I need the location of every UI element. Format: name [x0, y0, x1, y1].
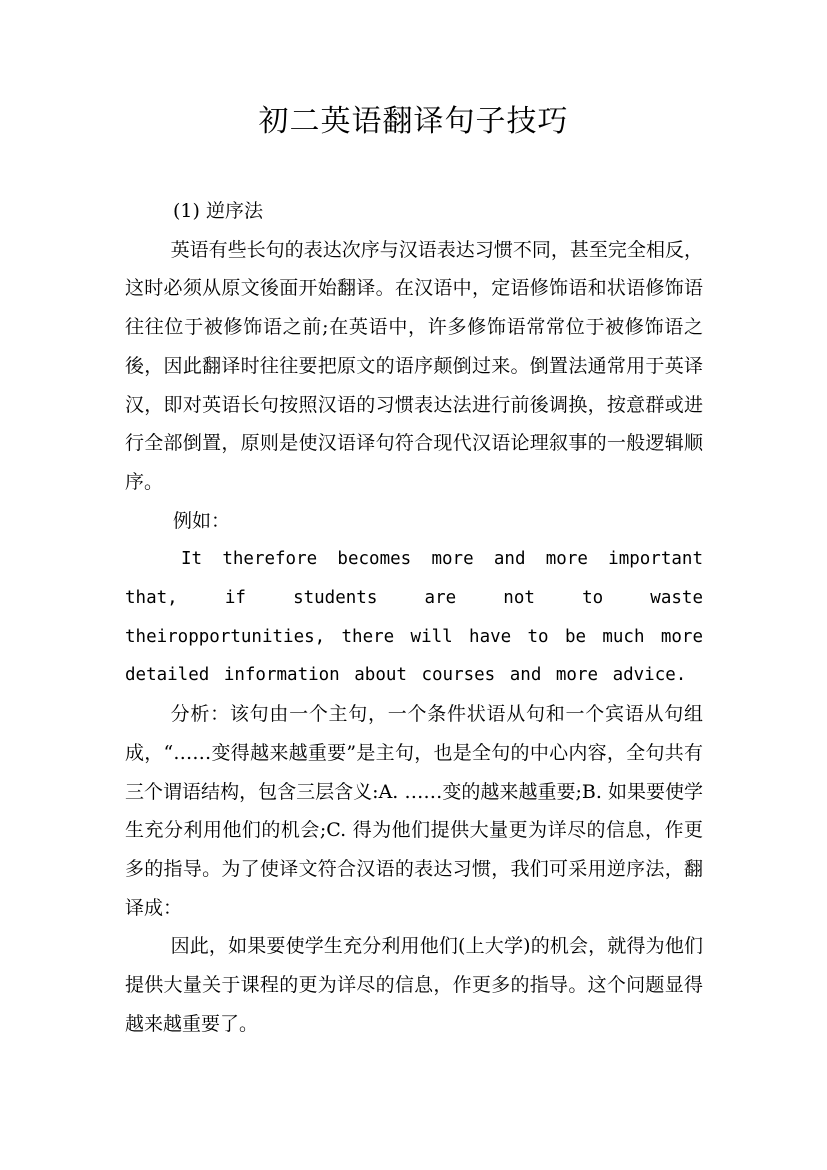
document-body: [125, 192, 703, 1043]
paragraph-reverse-order-method: 英语有些长句的表达次序与汉语表达习惯不同，甚至完全相反，这时必须从原文後面开始翻译。在汉语中，定语修饰语和状语修饰语往往位于被修饰语之前;在英语中，许多修饰语常常位于被修饰语之後，因此翻译时往往要把原文的语序颠倒过来。倒置法通常用于英译汉，即对英语长句按照汉语的习惯表达法进行前後调换，按意群或进行全部倒置，原则是使汉语译句符合现代汉语论理叙事的一般逻辑顺序。: [125, 238, 703, 493]
analysis-paragraph: 分析：该句由一个主句，一个条件状语从句和一个宾语从句组成，“……变得越来越重要”是主句，也是全句的中心内容，全句共有三个谓语结构，包含三层含义:A. ……变的越来越重要;B. 如果要使学生充分利用他们的机会;C. 得为他们提供大量更为详尽的信息，作更多的指导。为了使译文符合汉语的表达习惯，我们可采用逆序法，翻译成：: [125, 703, 703, 919]
example-label: 例如：: [173, 509, 231, 532]
document-title: 初二英语翻译句子技巧: [258, 104, 569, 139]
translation-paragraph: 因此，如果要使学生充分利用他们(上大学)的机会，就得为他们提供大量关于课程的更为详尽的信息，作更多的指导。这个问题显得越来越重要了。: [125, 935, 703, 1035]
section-heading: (1) 逆序法: [173, 200, 263, 222]
english-example-sentence: It therefore becomes more and more important that, if students are not to waste theiropportunities, there will have to be much more detailed information about courses and more advice.: [125, 549, 703, 686]
